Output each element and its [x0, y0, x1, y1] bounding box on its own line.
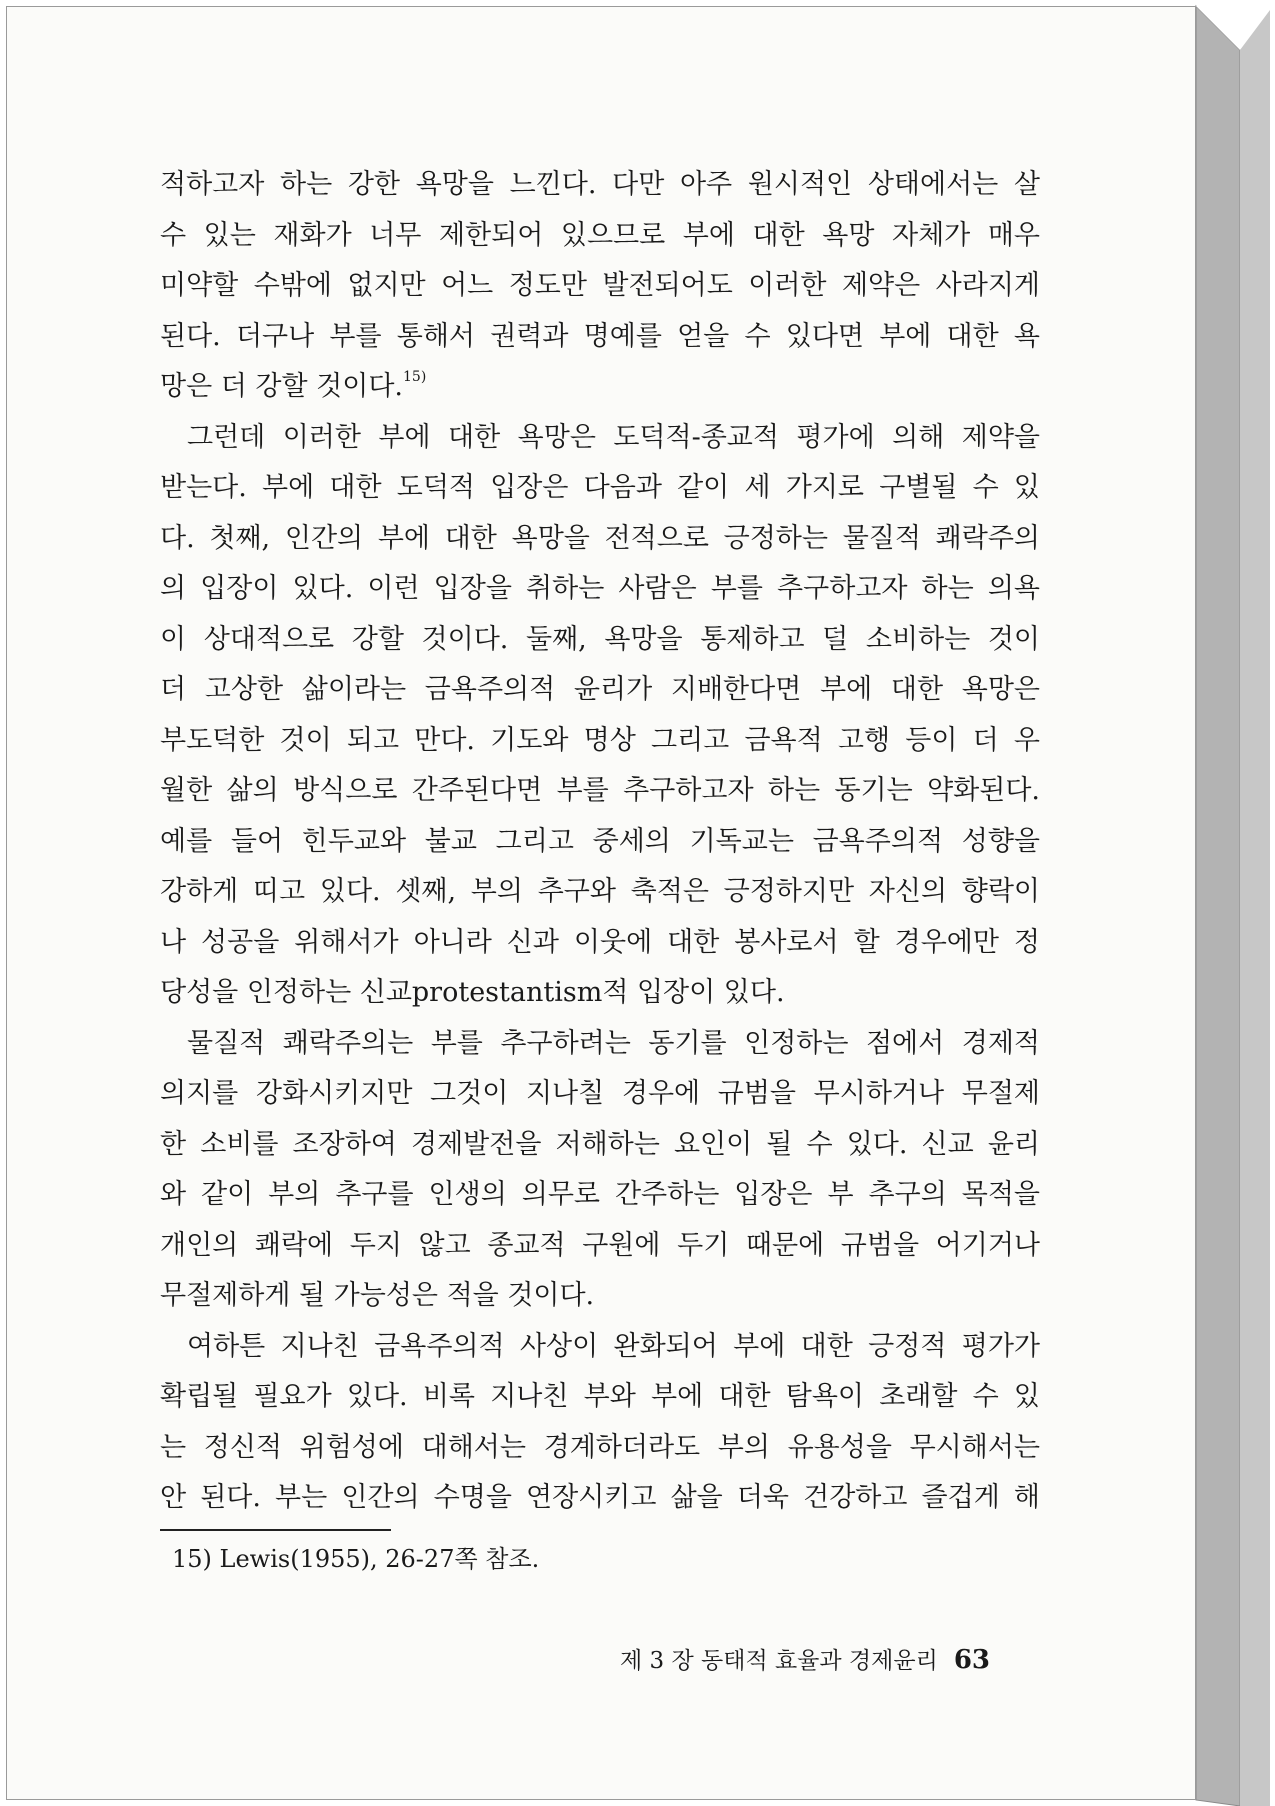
text-line: 확립될 필요가 있다. 비록 지나친 부와 부에 대한 탐욕이 초래할 수 있 [160, 1381, 1041, 1412]
footnote-divider [160, 1529, 391, 1531]
text-line-content: 망은 더 강할 것이다. [160, 371, 403, 402]
footnote-reference[interactable]: 15) [403, 369, 427, 385]
running-footer [620, 1640, 1012, 1681]
text-line: 의지를 강화시키지만 그것이 지나칠 경우에 규범을 무시하거나 무절제 [160, 1078, 1040, 1109]
text-line: 강하게 띠고 있다. 셋째, 부의 추구와 축적은 긍정하지만 자신의 향락이 [160, 876, 1040, 907]
text-line: 더 고상한 삶이라는 금욕주의적 윤리가 지배한다면 부에 대한 욕망은 [160, 674, 1040, 705]
text-line: 의 입장이 있다. 이런 입장을 취하는 사람은 부를 추구하고자 하는 의욕 [160, 573, 1040, 604]
text-line: 월한 삶의 방식으로 간주된다면 부를 추구하고자 하는 동기는 약화된다. [160, 775, 1040, 806]
text-line: 적하고자 하는 강한 욕망을 느낀다. 다만 아주 원시적인 상태에서는 살 [160, 169, 1040, 200]
text-line: 는 정신적 위험성에 대해서는 경계하더라도 부의 유용성을 무시해서는 [160, 1431, 1040, 1463]
text-line: 다. 첫째, 인간의 부에 대한 욕망을 전적으로 긍정하는 물질적 쾌락주의 [160, 522, 1040, 554]
text-line: 이 상대적으로 강할 것이다. 둘째, 욕망을 통제하고 덜 소비하는 것이 [160, 623, 1040, 655]
text-line: 나 성공을 위해서가 아니라 신과 이웃에 대한 봉사로서 할 경우에만 정 [160, 926, 1040, 958]
text-line: 물질적 쾌락주의는 부를 추구하려는 동기를 인정하는 점에서 경제적 [187, 1027, 1040, 1059]
text-line: 수 있는 재화가 너무 제한되어 있으므로 부에 대한 욕망 자체가 매우 [160, 219, 1040, 251]
chapter-title: 제 3 장 동태적 효율과 경제윤리 [620, 1648, 938, 1674]
text-line: 한 소비를 조장하여 경제발전을 저해하는 요인이 될 수 있다. 신교 윤리 [160, 1128, 1040, 1160]
text-line: 안 된다. 부는 인간의 수명을 연장시키고 삶을 더욱 건강하고 즐겁게 해 [160, 1482, 1040, 1513]
text-line: 여하튼 지나친 금욕주의적 사상이 완화되어 부에 대한 긍정적 평가가 [187, 1330, 1040, 1362]
text-line: 부도덕한 것이 되고 만다. 기도와 명상 그리고 금욕적 고행 등이 더 우 [160, 724, 1041, 756]
text-line: 받는다. 부에 대한 도덕적 입장은 다음과 같이 세 가지로 구별될 수 있 [160, 472, 1041, 503]
page-number: 63 [953, 1645, 990, 1675]
footnote: 15) Lewis(1955), 26-27쪽 참조. [172, 1545, 540, 1573]
text-line [160, 362, 1040, 413]
text-line: 무절제하게 될 가능성은 적을 것이다. [160, 1280, 595, 1311]
text-line: 된다. 더구나 부를 통해서 권력과 명예를 얻을 수 있다면 부에 대한 욕 [160, 320, 1041, 352]
text-line: 예를 들어 힌두교와 불교 그리고 중세의 기독교는 금욕주의적 성향을 [160, 825, 1040, 857]
text-line: 그런데 이러한 부에 대한 욕망은 도덕적-종교적 평가에 의해 제약을 [187, 421, 1040, 453]
body-text [160, 160, 1040, 1524]
text-line: 미약할 수밖에 없지만 어느 정도만 발전되어도 이러한 제약은 사라지게 [160, 270, 1040, 301]
text-line: 와 같이 부의 추구를 인생의 의무로 간주하는 입장은 부 추구의 목적을 [160, 1179, 1040, 1210]
text-line: 개인의 쾌락에 두지 않고 종교적 구원에 두기 때문에 규범을 어기거나 [160, 1229, 1040, 1261]
text-line: 당성을 인정하는 신교protestantism적 입장이 있다. [160, 977, 785, 1008]
